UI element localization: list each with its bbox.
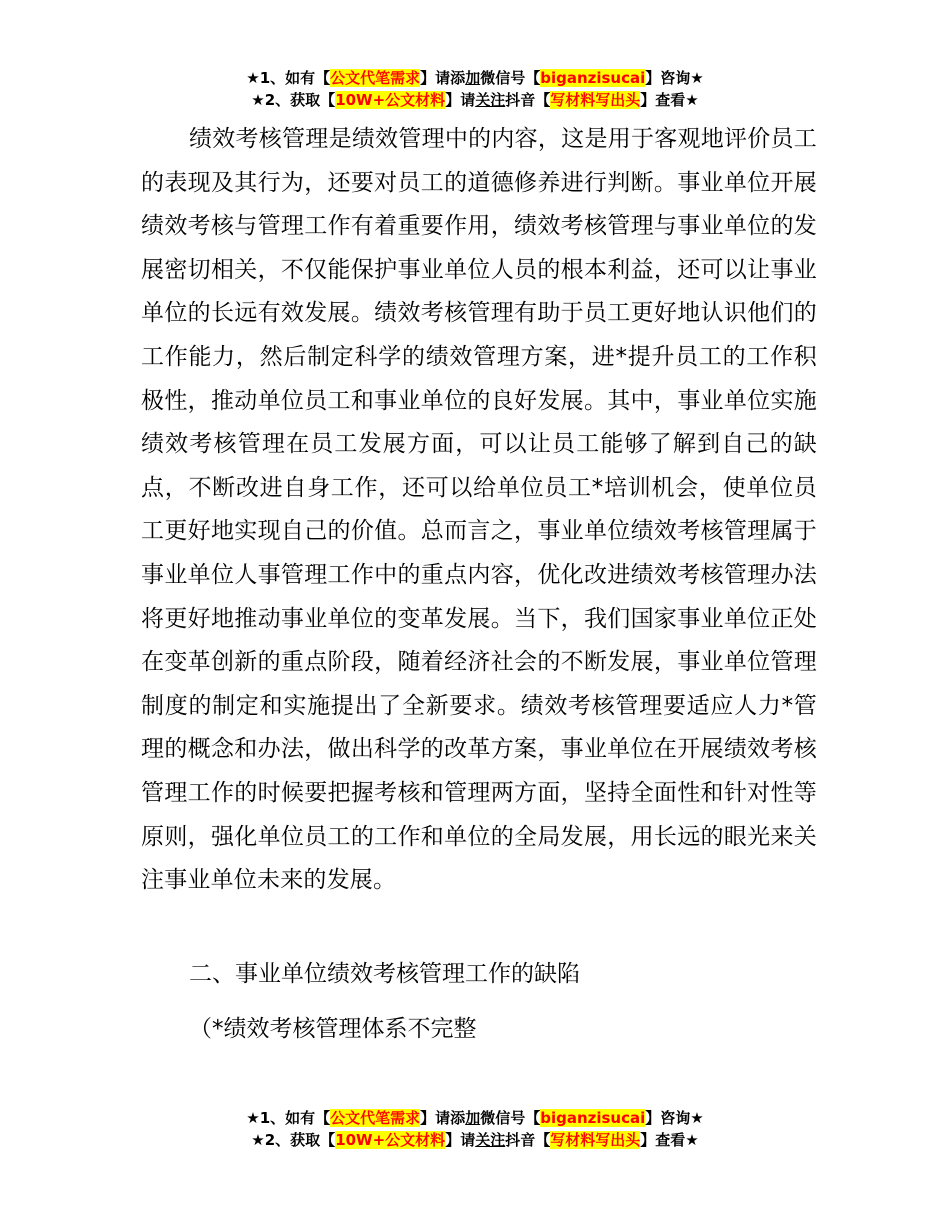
- promo-highlight: 10W+公文材料: [335, 91, 446, 109]
- promo-text: ★2、获取【: [251, 1131, 336, 1149]
- promo-line-2: [0, 1129, 950, 1151]
- promo-line-1: [0, 67, 950, 89]
- promo-text: 】请: [445, 91, 476, 109]
- promo-underlined-text: 关注: [475, 1131, 506, 1149]
- wechat-id-highlight: biganzisucai: [540, 1109, 646, 1127]
- promo-text: 】请: [445, 1131, 476, 1149]
- promo-text: 】请添: [420, 1109, 466, 1127]
- promo-highlight: 公文代笔需求: [330, 69, 421, 87]
- wechat-id-highlight: biganzisucai: [540, 69, 646, 87]
- promo-text: 抖音【: [505, 1131, 551, 1149]
- promo-underlined-text: 关注: [475, 91, 506, 109]
- promo-text: ★1、如有【: [246, 1109, 331, 1127]
- promo-text: 】请添: [420, 69, 466, 87]
- promo-text: ★1、如有【: [246, 69, 331, 87]
- subsection-heading: （*绩效考核管理体系不完整: [189, 1016, 477, 1042]
- promo-text: 抖音【: [505, 91, 551, 109]
- promo-line-2: [0, 89, 950, 111]
- promo-highlight: 10W+公文材料: [335, 1131, 446, 1149]
- promo-banner-top: [0, 67, 950, 111]
- promo-text: ★2、获取【: [251, 91, 336, 109]
- promo-underlined-text: 加: [465, 1109, 481, 1127]
- promo-text: 】咨询★: [645, 69, 704, 87]
- promo-text: 】咨询★: [645, 1109, 704, 1127]
- section-heading: 二、事业单位绩效考核管理工作的缺陷: [189, 961, 580, 987]
- douyin-account-highlight: 写材料写出头: [550, 1131, 641, 1149]
- promo-banner-bottom: [0, 1107, 950, 1151]
- promo-text: 微信号【: [480, 69, 541, 87]
- promo-line-1: [0, 1107, 950, 1129]
- promo-text: 微信号【: [480, 1109, 541, 1127]
- promo-underlined-text: 加: [465, 69, 481, 87]
- body-paragraph: 绩效考核管理是绩效管理中的内容，这是用于客观地评价员工的表现及其行为，还要对员工的道德修养进行判断。事业单位开展绩效考核与管理工作有着重要作用，绩效考核管理与事业单位的发展密切相关，不仅能保护事业单位人员的根本利益，还可以让事业单位的长远有效发展。绩效考核管理有助于员工更好地认识他们的工作能力，然后制定科学的绩效管理方案，进*提升员工的工作积极性，推动单位员工和事业单位的良好发展。其中，事业单位实施绩效考核管理在员工发展方面，可以让员工能够了解到自己的缺点，不断改进自身工作，还可以给单位员工*培训机会，使单位员工更好地实现自己的价值。总而言之，事业单位绩效考核管理属于事业单位人事管理工作中的重点内容，优化改进绩效考核管理办法将更好地推动事业单位的变革发展。当下，我们国家事业单位正处在变革创新的重点阶段，随着经济社会的不断发展，事业单位管理制度的制定和实施提出了全新要求。绩效考核管理要适应人力*管理的概念和办法，做出科学的改革方案，事业单位在开展绩效考核管理工作的时候要把握考核和管理两方面，坚持全面性和针对性等原则，强化单位员工的工作和单位的全局发展，用长远的眼光来关注事业单位未来的发展。: [141, 126, 817, 894]
- document-body: [141, 118, 817, 903]
- douyin-account-highlight: 写材料写出头: [550, 91, 641, 109]
- promo-text: 】查看★: [640, 1131, 699, 1149]
- promo-text: 】查看★: [640, 91, 699, 109]
- promo-highlight: 公文代笔需求: [330, 1109, 421, 1127]
